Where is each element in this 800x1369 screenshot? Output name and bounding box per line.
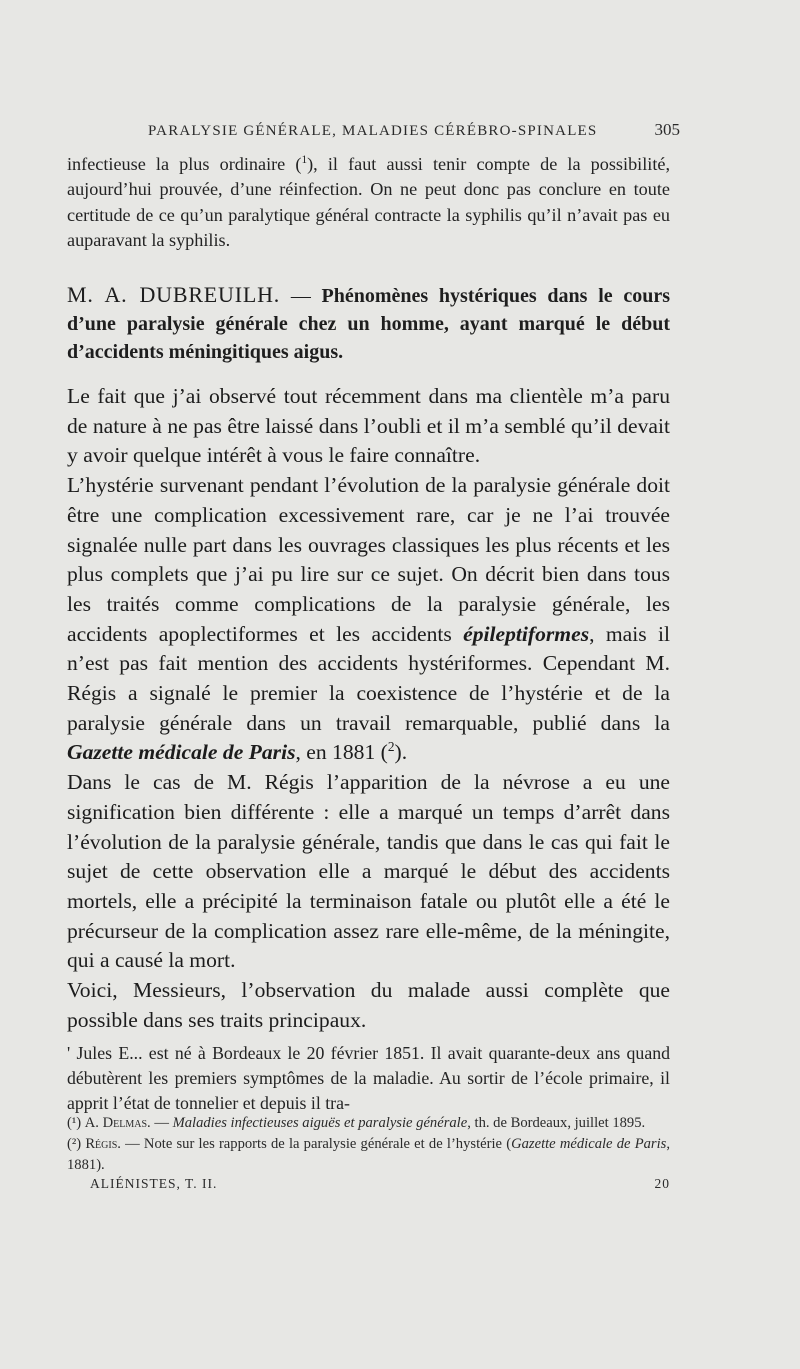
footer-sheet-number: 20 [654, 1176, 670, 1191]
footnote-2 [67, 1134, 670, 1176]
heading-dash: — [280, 285, 322, 307]
footnote-2-text: Note sur les rapports de la paralysie générale et de l’hystérie ( [143, 1136, 512, 1152]
footnote-2-sep: — [120, 1136, 144, 1152]
footnote-1-marker: (¹) [67, 1115, 82, 1131]
p2-text-a: L’hystérie survenant pendant l’évolution de la paralysie générale doit être une complication excessivement rare, car je ne l’ai trouvée signalée nulle part dans les ouvrages classiques les plus récents et les plus complets que j’ai pu lire sur ce sujet. On décrit bien dans tous les traités comme complications de la paralysie générale, les accidents apoplectiformes et les accidents [67, 473, 670, 646]
footnote-1-title: Maladies infectieuses aiguës et paralysie générale [172, 1115, 468, 1131]
footnote-1-author: A. Delmas. [84, 1115, 151, 1131]
note-ref-1: 1 [301, 153, 308, 166]
intro-text-a: infectieuse la plus ordinaire ( [67, 154, 302, 174]
running-header [148, 120, 680, 140]
section-heading [67, 281, 670, 366]
intro-text-b: ), il faut aussi tenir compte de la possibilité, aujourd’hui prouvée, d’une réinfection. On ne peut donc pas conclure en toute certitude de ce qu’un paralytique général contracte la syphilis qu’il n’avait pas eu auparavant la syphilis. [67, 154, 670, 250]
heading-title: Phénomènes hystériques dans le cours d’une paralysie générale chez un homme, ayant marqué le début d’accidents méningitiques aigus. [67, 285, 671, 363]
note-ref-2: 2 [387, 739, 395, 755]
case-text: ' Jules E... est né à Bordeaux le 20 février 1851. Il avait quarante-deux ans quand débutèrent les premiers symptômes de la maladie. Au sortir de l’école primaire, il apprit l’état de tonnelier et depuis il tra- [67, 1042, 670, 1114]
footnote-1-rest: , th. de Bordeaux, juillet 1895. [467, 1115, 646, 1131]
p2-emphasis: épileptiformes [463, 621, 590, 646]
page-footer [90, 1176, 670, 1192]
footnote-2-journal: Gazette médicale de Paris [511, 1136, 667, 1152]
footnote-1 [67, 1113, 670, 1134]
paragraph-4: Voici, Messieurs, l’observation du malade aussi complète que possible dans ses traits principaux. [67, 978, 670, 1032]
page-number: 305 [654, 120, 680, 139]
main-text [67, 382, 670, 1035]
heading-author: M. A. DUBREUILH. [67, 282, 281, 307]
paragraph-2 [67, 471, 670, 768]
paragraph-3: Dans le cas de M. Régis l’apparition de la névrose a eu une signification bien différente : elle a marqué un temps d’arrêt dans l’évolution de la paralysie générale, tandis que dans le cas qui fait le sujet de cette observation elle a marqué le début des accidents mortels, elle a précipité la terminaison fatale ou plutôt elle a été le précurseur de la complication assez rare elle-même, de la méningite, qui a causé la mort. [67, 770, 670, 973]
p2-text-c: , en 1881 ( [295, 740, 388, 765]
footnote-2-marker: (²) [67, 1136, 82, 1152]
paragraph-1: Le fait que j’ai observé tout récemment dans ma clientèle m’a paru de nature à ne pas être laissé dans l’oubli et il m’a semblé qu’il devait y avoir quelque intérêt à vous le faire connaître. [67, 384, 670, 468]
footnotes [67, 1113, 670, 1176]
p2-text-d: ). [394, 740, 408, 765]
intro-paragraph [67, 152, 670, 253]
p2-text-b: , mais il n’est pas fait mention des accidents hystériformes. Cependant M. Régis a signalé le premier la coexistence de l’hystérie et de la paralysie générale dans un travail remarquable, publié dans la [67, 621, 670, 735]
footnote-1-sep: — [150, 1115, 173, 1131]
footnote-2-rest: , 1881). [67, 1136, 670, 1173]
running-title: PARALYSIE GÉNÉRALE, MALADIES CÉRÉBRO-SPINALES [148, 123, 598, 139]
footer-signature: ALIÉNISTES, T. II. [90, 1176, 218, 1191]
p2-journal: Gazette médicale de Paris [67, 740, 296, 765]
footnote-2-author: Régis. [85, 1136, 121, 1152]
